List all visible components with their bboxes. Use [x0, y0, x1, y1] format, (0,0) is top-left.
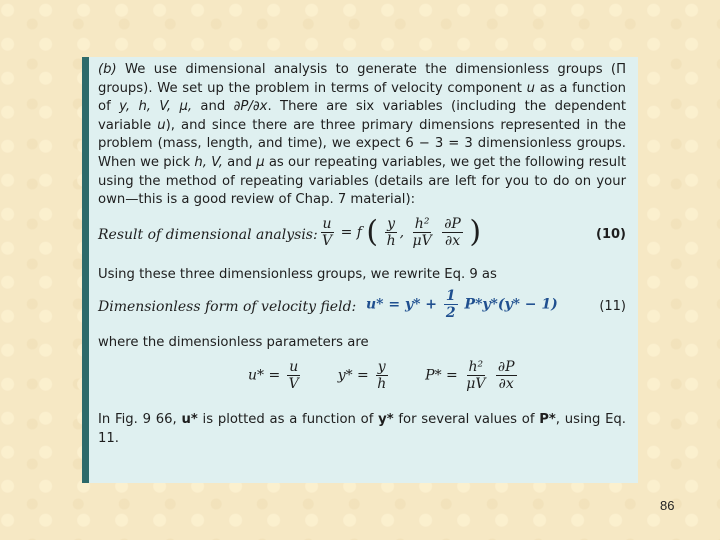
- numerator: ∂P: [497, 358, 515, 375]
- paragraph-2: Using these three dimensionless groups, we rewrite Eq. 9 as: [98, 266, 497, 282]
- denominator: V: [288, 375, 299, 392]
- text: We use dimensional analysis to generate the dimensionless groups (Π groups). We set up the problem in terms of velocity component: [98, 62, 626, 96]
- denominator: μV: [412, 232, 432, 249]
- equation-label: Result of dimensional analysis:: [98, 226, 318, 243]
- numerator: h²: [468, 358, 484, 375]
- numerator: h²: [414, 215, 430, 232]
- eq-rhs: P*y*(y* − 1): [464, 296, 558, 313]
- text: In Fig. 9 66,: [98, 411, 182, 427]
- textbook-excerpt-panel: [82, 57, 638, 483]
- y-star-label: y* =: [337, 367, 369, 384]
- text: is plotted as a function of: [197, 411, 379, 427]
- paragraph-1: [98, 61, 626, 210]
- var: u: [157, 117, 166, 133]
- denominator: h: [377, 375, 387, 392]
- text: ), and since there are three primary dimensions represented in the problem (mass, length, and time), we expect 6 − 3 = 3 dimensionless groups. When we pick: [98, 117, 626, 170]
- denominator: V: [322, 232, 333, 249]
- fraction: [411, 216, 434, 249]
- denominator: μV: [466, 375, 486, 392]
- equation-math: $\frac{u}{V}$ = f ( $\frac{y}{h}$ , $\frac{\text{h²}}{\mu V}$ $\frac{\partial P}{\partial x}$ ): [322, 214, 482, 250]
- text: and: [222, 154, 257, 170]
- fraction: [287, 359, 301, 392]
- equation-number: (11): [599, 299, 626, 315]
- var: h, V,: [194, 154, 223, 170]
- paragraph-3: where the dimensionless parameters are: [98, 335, 369, 351]
- equals-f: = f: [340, 224, 362, 241]
- text: as a function of: [98, 80, 626, 115]
- fraction: [375, 359, 388, 392]
- denominator: ∂x: [444, 232, 461, 249]
- text: for several values of: [393, 411, 540, 427]
- fraction: [464, 359, 487, 392]
- u-star-label: u* =: [248, 367, 281, 384]
- fraction: [385, 216, 398, 249]
- denominator: h: [386, 232, 396, 249]
- text: , using Eq. 11.: [98, 411, 626, 446]
- right-paren: ): [469, 214, 482, 250]
- var: y*: [378, 411, 394, 427]
- equation-math: [366, 288, 558, 321]
- fraction: [442, 216, 463, 249]
- part-label: (b): [98, 62, 117, 77]
- equation-11: [98, 288, 626, 332]
- numerator: u: [322, 215, 332, 232]
- numerator: y: [377, 358, 386, 375]
- text: . There are six variables (including the dependent variable: [98, 99, 626, 133]
- var: y, h, V, μ,: [119, 99, 193, 115]
- page-number: 86: [660, 498, 675, 513]
- denominator: 2: [445, 305, 456, 322]
- fraction: [320, 216, 334, 249]
- fraction: [444, 288, 458, 321]
- fraction: [496, 359, 517, 392]
- numerator: ∂P: [444, 215, 461, 232]
- eq-lhs: u* = y* +: [366, 296, 438, 313]
- equation-number: (10): [596, 226, 626, 242]
- numerator: y: [387, 215, 396, 232]
- paragraph-4: [98, 411, 626, 448]
- groups-math: [248, 359, 519, 392]
- left-paren: (: [366, 214, 379, 250]
- denominator: ∂x: [498, 375, 514, 392]
- numerator: u: [289, 358, 299, 375]
- text: and: [192, 99, 234, 115]
- dimensionless-groups: [98, 359, 626, 407]
- numerator: 1: [445, 288, 456, 305]
- var: u: [526, 80, 536, 96]
- equation-label: Dimensionless form of velocity field:: [98, 299, 357, 316]
- text: as our repeating variables, we get the following result using the method of repeating variables (details are left for you to do on your own—this is a good review of Chap. 7 material):: [98, 154, 626, 208]
- var: u*: [181, 411, 198, 427]
- equation-10: [98, 216, 626, 260]
- var: ∂P/∂x: [233, 99, 268, 115]
- var: P*: [539, 411, 556, 427]
- p-star-label: P* =: [425, 367, 458, 384]
- var: μ: [256, 154, 265, 170]
